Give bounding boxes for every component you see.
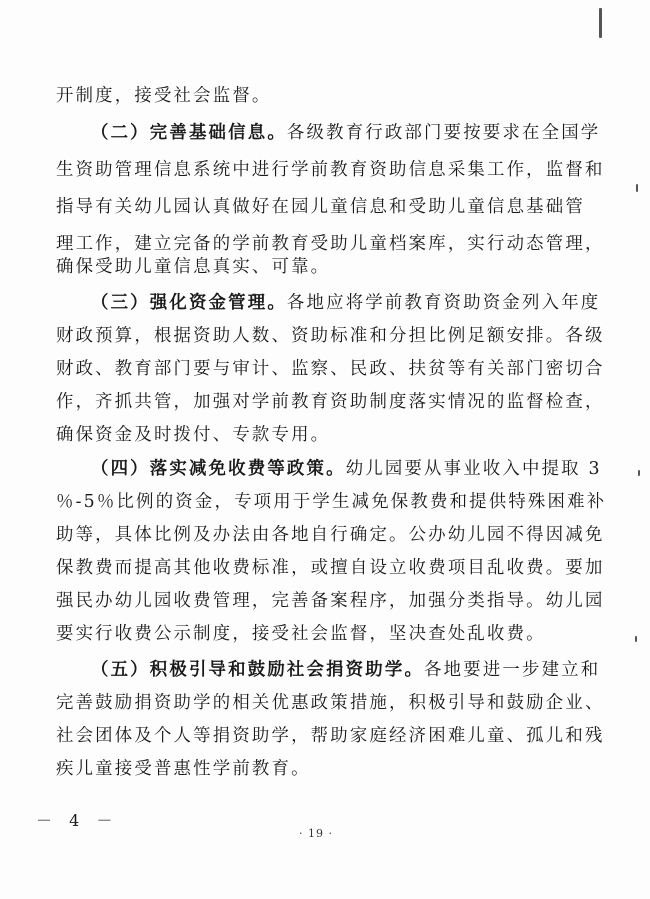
scan-mark: [636, 184, 638, 192]
scan-mark: [638, 470, 640, 476]
section-heading: （三）强化资金管理。: [91, 293, 287, 313]
body-line: 要实行收费公示制度，接受社会监督，坚决查处乱收费。: [56, 624, 546, 644]
body-text: 各地要进一步建立和: [424, 660, 601, 680]
body-line: 保教费而提高其他收费标准，或擅自设立收费项目乱收费。要加: [56, 558, 605, 578]
body-line: 强民办幼儿园收费管理，完善备案程序，加强分类指导。幼儿园: [56, 591, 605, 611]
section-heading-line: [91, 122, 601, 144]
body-line: 财政预算，根据资助人数、资助标准和分担比例足额安排。各级: [56, 326, 605, 346]
section-heading-line: [91, 659, 601, 681]
scan-mark: [635, 636, 637, 642]
page-number: － 4 －: [36, 811, 119, 830]
body-line: ％-5％比例的资金，专项用于学生减免保教费和提供特殊困难补: [56, 492, 607, 512]
body-line: 确保受助儿童信息真实、可靠。: [56, 257, 331, 277]
body-text: 各地应将学前教育资助资金列入年度: [286, 293, 601, 313]
body-line: 确保资金及时拨付、专款专用。: [56, 425, 331, 445]
body-line: 助等，具体比例及办法由各地自行确定。公办幼儿园不得因减免: [56, 525, 605, 545]
body-line: 完善鼓励捐资助学的相关优惠政策措施，积极引导和鼓励企业、: [56, 693, 605, 713]
section-heading: （五）积极引导和鼓励社会捐资助学。: [91, 660, 425, 680]
body-text: 各级教育行政部门要按要求在全国学: [286, 123, 601, 143]
scan-page-number: · 19 ·: [299, 827, 333, 840]
section-heading: （四）落实减免收费等政策。: [91, 459, 346, 479]
body-line: 生资助管理信息系统中进行学前教育资助信息采集工作，监督和: [56, 160, 605, 180]
section-heading: （二）完善基础信息。: [91, 123, 287, 143]
body-text: 幼儿园要从事业收入中提取 3: [345, 459, 602, 479]
section-heading-line: [91, 292, 601, 314]
body-line: 作，齐抓共管，加强对学前教育资助制度落实情况的监督检查，: [56, 392, 605, 412]
body-line: 社会团体及个人等捐资助学，帮助家庭经济困难儿童、孤儿和残: [56, 726, 605, 746]
body-line: 财政、教育部门要与审计、监察、民政、扶贫等有关部门密切合: [56, 359, 605, 379]
body-line: 理工作，建立完备的学前教育受助儿童档案库，实行动态管理，: [56, 234, 605, 254]
body-line: 指导有关幼儿园认真做好在园儿童信息和受助儿童信息基础管: [56, 197, 585, 217]
body-line: 疾儿童接受普惠性学前教育。: [56, 759, 311, 779]
scan-mark: [599, 8, 602, 38]
body-line: 开制度，接受社会监督。: [56, 86, 272, 106]
section-heading-line: [91, 458, 602, 480]
